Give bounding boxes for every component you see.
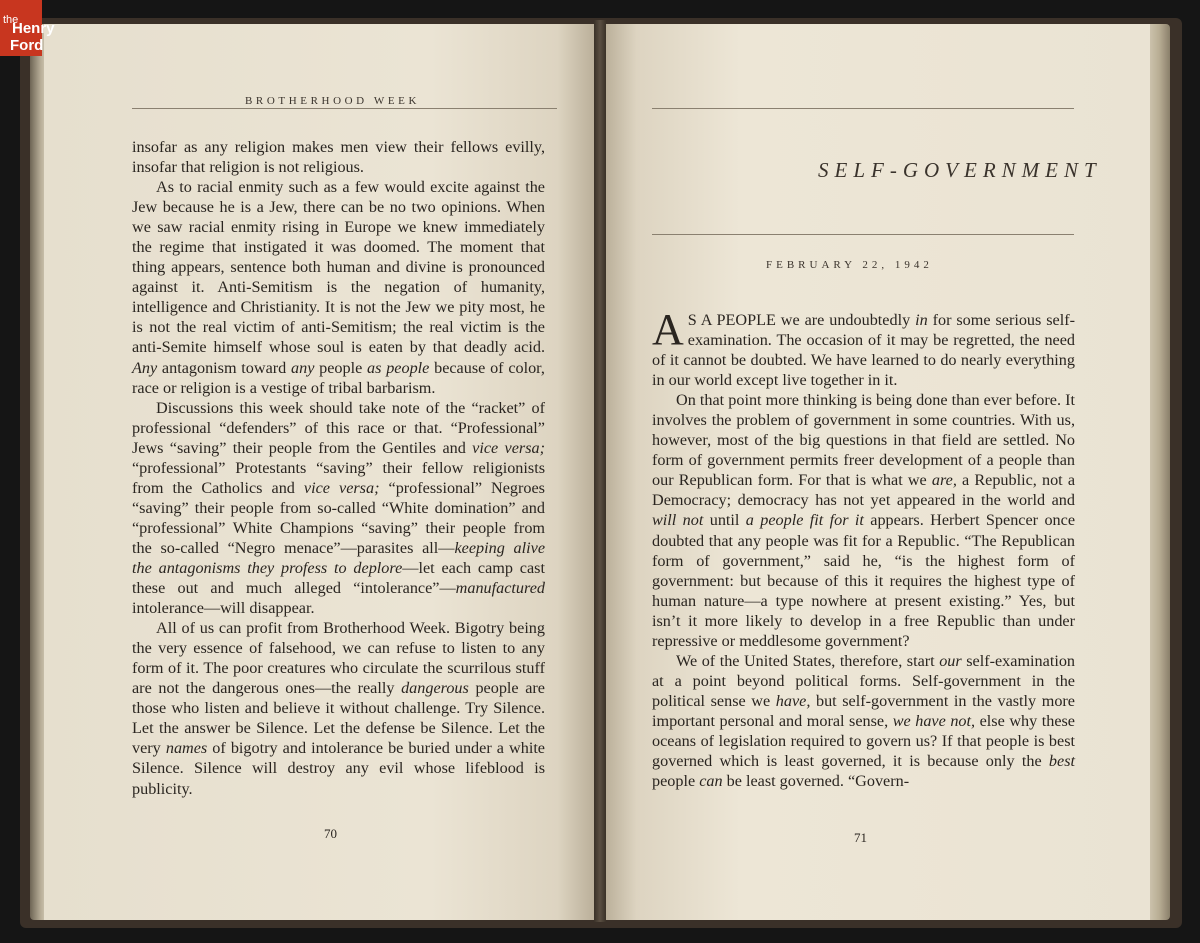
lead-in-words: S A PEOPLE (687, 311, 776, 329)
italic-text: in (915, 311, 928, 329)
italic-text: are, (931, 471, 957, 490)
italic-text: a people fit for it (745, 511, 864, 530)
page-edges-right (1148, 24, 1170, 920)
right-paragraph: We of the United States, therefore, start our self-examination at a point beyond political forms. Self-government in the political sense we have, but self-government in the vastly more important personal and moral sense, we have not, else why these oceans of legislation required to govern us? If that people is best governed which is least governed, it is because only the best people can be least governed. “Govern- (652, 651, 1076, 791)
left-page-body (132, 137, 545, 799)
drop-cap: A (652, 305, 684, 354)
page-number-left: 70 (324, 826, 337, 841)
left-paragraph: Discussions this week should take note of the “racket” of professional “defenders” of this race or that. “Professional” Jews “saving” their people from the Gentiles and vice versa; “professional” Protestants “saving” their fellow religionists from the Catholics and vice versa; “professional” Negroes “saving” their people from so-called “White domination” and “professional” White Champions “saving” their people from the so-called “Negro menace”—parasites all—keeping alive the antagonisms they profess to deplore—let each camp cast these out and much alleged “intolerance”—manufactured intolerance—will disappear. (132, 398, 546, 618)
header-rule (132, 108, 557, 109)
left-paragraph: insofar as any religion makes men view their fellows evilly, insofar that religion is not religious. (132, 138, 545, 177)
chapter-title: SELF-GOVERNMENT (818, 158, 1102, 182)
italic-text: will not (652, 511, 704, 530)
logo-henry: Henry (12, 20, 55, 37)
top-rule (652, 108, 1074, 109)
italic-text: any (291, 358, 315, 377)
logo-ford: Ford (10, 37, 44, 54)
page-number-right: 71 (854, 830, 867, 845)
right-page-body (652, 305, 1076, 791)
italic-text: we have not, (892, 711, 976, 730)
book-gutter (594, 20, 606, 922)
italic-text: vice versa; (303, 478, 380, 497)
dateline: FEBRUARY 22, 1942 (766, 259, 933, 271)
italic-text: dangerous (401, 679, 469, 698)
logo-the: the (3, 14, 19, 26)
italic-text: manufactured (455, 579, 545, 598)
italic-text: best (1048, 752, 1075, 771)
italic-text: keeping alive the antagonisms they profess to deplore (132, 538, 546, 577)
italic-text: names (165, 739, 208, 758)
title-rule (652, 234, 1074, 235)
italic-text: have, (775, 691, 811, 710)
running-head: BROTHERHOOD WEEK (245, 95, 421, 107)
left-paragraph: All of us can profit from Brotherhood Week. Bigotry being the very essence of falsehood, we can refuse to listen to any form of it. The poor creatures who circulate the scurrilous stuff are not the dangerous ones—the really dangerous people are those who listen and believe it without challenge. Try Silence. Let the answer be Silence. Let the defense be Silence. Let the very names of bigotry and intolerance be buried under a white Silence. Silence will destroy any evil whose lifeblood is publicity. (132, 619, 545, 798)
italic-text: Any (132, 358, 158, 377)
italic-text: as people (367, 358, 430, 377)
right-paragraph: A S A PEOPLE we are undoubtedly in for some serious self-examination. The occasion of it may be regretted, the need of it cannot be doubted. We have learned to do nearly everything in our world except live together in it. (652, 305, 1075, 390)
left-paragraph: As to racial enmity such as a few would excite against the Jew because he is a Jew, there can be no two opinions. When we saw racial enmity rising in Europe we knew immediately the regime that instigated it was doomed. The moment that thing appears, sentence both human and divine is pronounced against it. Anti-Semitism is the negation of humanity, intelligence and Christianity. It is not the Jew we pity most, he is not the real victim of anti-Semitism; the real victim is the anti-Semite himself whose soul is eaten by that deadly acid. Any antagonism toward any people as people because of color, race or religion is a vestige of tribal barbarism. (132, 178, 545, 397)
henry-ford-logo (0, 0, 55, 56)
italic-text: can (699, 772, 723, 791)
italic-text: vice versa; (472, 438, 545, 457)
italic-text: our (939, 651, 962, 670)
right-paragraph: On that point more thinking is being done than ever before. It involves the problem of government in some countries. With us, however, most of the big questions in that field are settled. No form of government permits freer development of a people than our Republican form. For that is what we are, a Republic, not a Democracy; democracy has not yet appeared in the world and will not until a people fit for it appears. Herbert Spencer once doubted that any people was fit for a Republic. “The Republican form of government,” said he, “is the highest form of government: but because of this it requires the highest type of human nature—a type nowhere at present existing.” Yes, but isn’t it more likely to develop in a free Republic than under repressive or meddlesome government? (652, 391, 1076, 650)
